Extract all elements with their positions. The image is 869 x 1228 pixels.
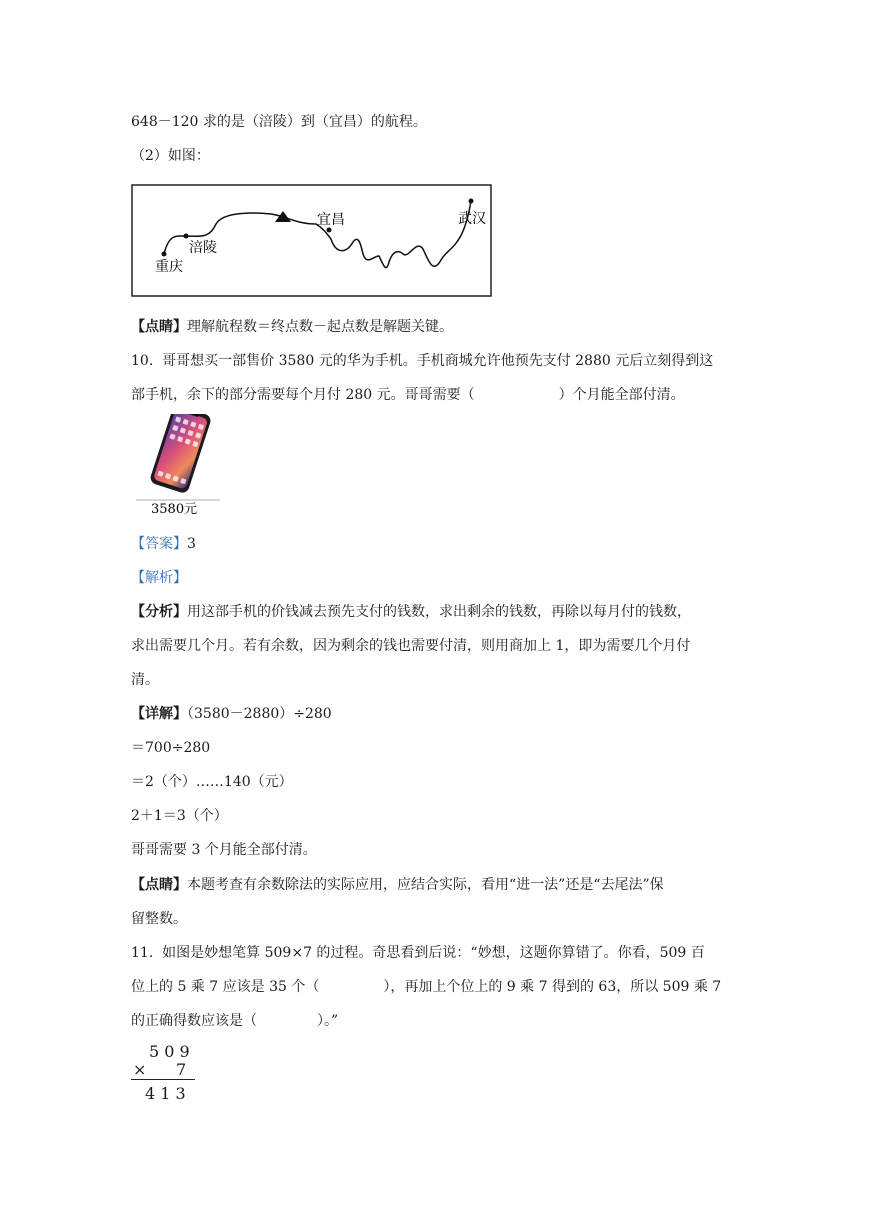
q10-text-b: ）个月能全部付清。 [558, 387, 685, 403]
dianjing-line [131, 875, 664, 895]
dianjing-line: 留整数。 [131, 911, 187, 927]
calc-step: 2＋1＝3（个） [131, 808, 228, 824]
xiangjie-text: （3580－2880）÷280 [187, 706, 332, 722]
phone-price-label: 3580元 [151, 502, 198, 516]
jiexi-tag: 【解析】 [131, 570, 187, 586]
dianjing-text: 理解航程数＝终点数－起点数是解题关键。 [187, 319, 453, 335]
q11-text-b: ），再加上个位上的 9 乘 7 得到的 63，所以 509 乘 7 [383, 979, 722, 995]
answer-value: 3 [187, 536, 196, 552]
phone-figure [134, 414, 224, 516]
dianjing-line [131, 317, 453, 337]
q11-text-c: 的正确得数应该是（ [131, 1013, 257, 1029]
xiangjie-tag: 【详解】 [131, 706, 187, 722]
river-path [164, 201, 471, 268]
label-fuling: 涪陵 [189, 240, 217, 256]
conclusion: 哥哥需要 3 个月能全部付清。 [131, 842, 317, 858]
fenxi-line: 求出需要几个月。若有余数，因为剩余的钱也需要付清，则用商加上 1，即为需要几个月付 [131, 638, 691, 654]
point-wuhan [469, 199, 474, 204]
answer-line [131, 534, 196, 554]
dianjing-text: 本题考查有余数除法的实际应用，应结合实际，看用“进一法”还是“去尾法”保 [187, 877, 664, 893]
question-10-line: 10. 哥哥想买一部售价 3580 元的华为手机。手机商城允许他预先支付 2880 元后立刻得到这 [131, 353, 714, 369]
dianjing-tag: 【点睛】 [131, 319, 187, 335]
multiply-sign: × [133, 1060, 147, 1079]
q11-text-d: ）。” [317, 1013, 339, 1029]
vertical-multiplication [131, 1042, 201, 1104]
answer-tag: 【答案】 [131, 536, 187, 552]
point-chongqing [162, 252, 167, 257]
point-fuling [184, 234, 189, 239]
text-line: （2）如图： [131, 148, 210, 164]
dianjing-tag: 【点睛】 [131, 877, 187, 893]
ship-triangle-icon [275, 211, 291, 222]
question-10-line [131, 385, 685, 405]
product: 4 1 3 [145, 1084, 186, 1103]
label-wuhan: 武汉 [458, 211, 486, 227]
question-11-line: 11. 如图是妙想笔算 509×7 的过程。奇思看到后说：“妙想，这题你算错了。你看，509 百 [131, 945, 705, 961]
multiplier: 7 [176, 1060, 187, 1079]
question-11-line [131, 1011, 338, 1031]
calc-divider [131, 1079, 195, 1080]
text-line: 648－120 求的是（涪陵）到（宜昌）的航程。 [131, 114, 427, 130]
label-chongqing: 重庆 [155, 259, 183, 275]
calc-step: ＝2（个）……140（元） [131, 774, 293, 790]
fenxi-tag: 【分析】 [131, 604, 187, 620]
fenxi-line: 清。 [131, 672, 159, 688]
phone-icon [149, 414, 212, 494]
question-11-line [131, 977, 721, 997]
q11-text-a: 位上的 5 乘 7 应该是 35 个（ [131, 979, 320, 995]
fenxi-line [131, 602, 691, 622]
q10-text-a: 部手机，余下的部分需要每个月付 280 元。哥哥需要（ [131, 387, 475, 403]
label-yichang: 宜昌 [317, 212, 345, 228]
xiangjie-line [131, 704, 332, 724]
fenxi-text: 用这部手机的价钱减去预先支付的钱数，求出剩余的钱数，再除以每月付的钱数， [187, 604, 691, 620]
river-map-figure [131, 184, 493, 299]
calc-step: ＝700÷280 [131, 740, 211, 756]
point-yichang [327, 228, 332, 233]
multiplicand: 5 0 9 [149, 1042, 190, 1061]
